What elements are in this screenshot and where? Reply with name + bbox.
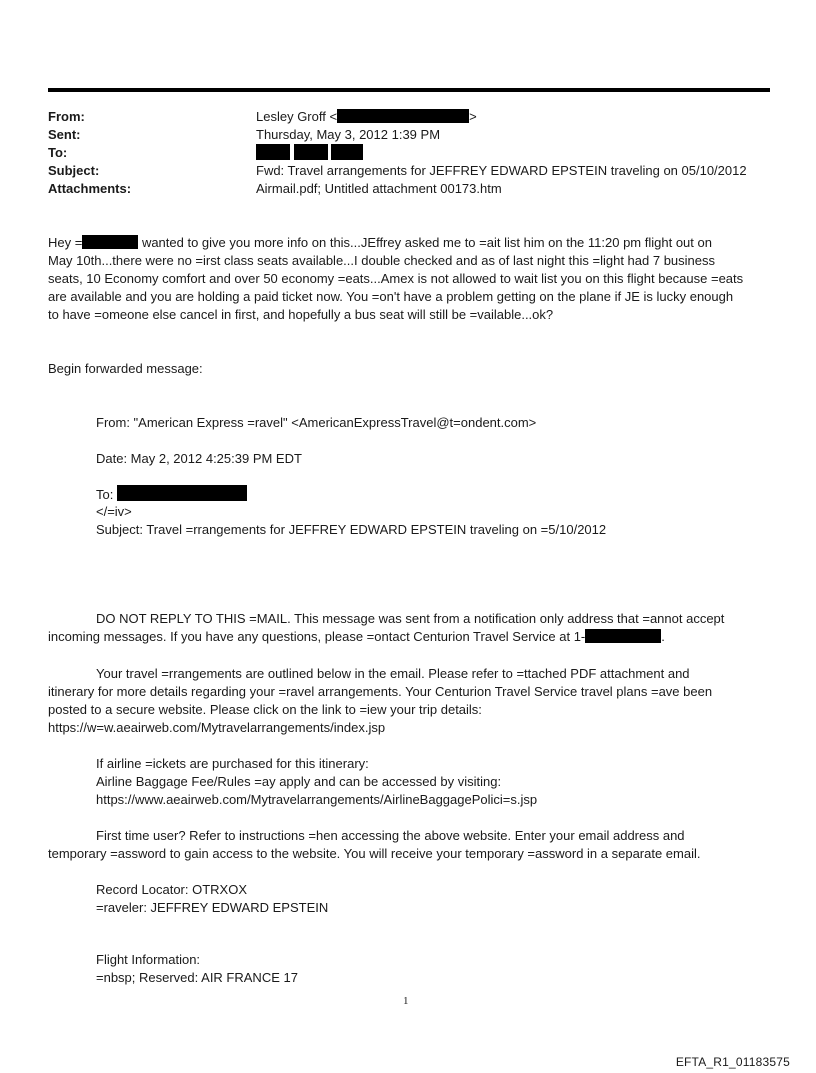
attachments-label: Attachments: <box>48 181 132 196</box>
body-line-2: May 10th...there were no =irst class seats available...I double checked and as of last night this =light had 7 business <box>48 253 715 268</box>
baggage-line-1: If airline =ickets are purchased for this itinerary: <box>96 756 369 771</box>
sent-row <box>48 126 770 144</box>
to-value <box>256 144 363 163</box>
arrangements-link[interactable]: https://w=w.aeairweb.com/Mytravelarrangements/index.jsp <box>48 720 386 735</box>
fwd-from-line: From: "American Express =ravel" <AmericanExpressTravel@t=ondent.com> <box>96 415 537 430</box>
subject-row <box>48 162 770 180</box>
to-row <box>48 144 770 162</box>
to-label: To: <box>48 145 68 160</box>
bates-number: EFTA_R1_01183575 <box>675 1055 790 1069</box>
redaction-box <box>82 235 138 249</box>
from-value: Lesley Groff < > <box>256 109 477 124</box>
from-label: From: <box>48 109 85 124</box>
subject-value: Fwd: Travel arrangements for JEFFREY EDWARD EPSTEIN traveling on 05/10/2012 <box>256 163 747 178</box>
baggage-line-2: Airline Baggage Fee/Rules =ay apply and can be accessed by visiting: <box>96 774 502 789</box>
from-row <box>48 108 770 126</box>
traveler-line: =raveler: JEFFREY EDWARD EPSTEIN <box>96 900 329 915</box>
redaction-box <box>294 144 328 160</box>
attachments-value: Airmail.pdf; Untitled attachment 00173.htm <box>256 181 502 196</box>
arrangements-line-3: posted to a secure website. Please click on the link to =iew your trip details: <box>48 702 482 717</box>
notice-line-2: incoming messages. If you have any questions, please =ontact Centurion Travel Service at 1- . <box>48 629 665 644</box>
redaction-box <box>331 144 363 160</box>
first-time-line-2: temporary =assword to gain access to the website. You will receive your temporary =assword in a separate email. <box>48 846 701 861</box>
attachments-row <box>48 180 770 198</box>
redaction-box <box>117 485 247 501</box>
subject-label: Subject: <box>48 163 100 178</box>
body-line-4: are available and you are holding a paid ticket now. You =on't have a problem getting on the plane if JE is lucky enough <box>48 289 734 304</box>
begin-forwarded: Begin forwarded message: <box>48 361 203 376</box>
reserved-flight: =nbsp; Reserved: AIR FRANCE 17 <box>96 970 298 985</box>
redaction-box <box>585 629 661 643</box>
fwd-div-close: </=iv> <box>96 504 132 519</box>
header-divider <box>48 88 770 92</box>
baggage-link[interactable]: https://www.aeairweb.com/Mytravelarrangements/AirlineBaggagePolici=s.jsp <box>96 792 538 807</box>
fwd-to-line: To: <box>96 485 247 504</box>
body-line-5: to have =omeone else cancel in first, and hopefully a bus seat will still be =vailable...ok? <box>48 307 554 322</box>
notice-line-1: DO NOT REPLY TO THIS =MAIL. This message was sent from a notification only address that =annot accept <box>96 611 725 626</box>
record-locator: Record Locator: OTRXOX <box>96 882 247 897</box>
sent-value: Thursday, May 3, 2012 1:39 PM <box>256 127 441 142</box>
redaction-box <box>256 144 290 160</box>
fwd-date-line: Date: May 2, 2012 4:25:39 PM EDT <box>96 451 302 466</box>
sent-label: Sent: <box>48 127 81 142</box>
redaction-box <box>337 109 469 123</box>
page-number: 1 <box>403 995 409 1007</box>
body-line-3: seats, 10 Economy comfort and over 50 economy =eats...Amex is not allowed to wait list you on this flight because =eats <box>48 271 744 286</box>
arrangements-line-2: itinerary for more details regarding your =ravel arrangements. Your Centurion Travel Service travel plans =ave been <box>48 684 713 699</box>
first-time-line-1: First time user? Refer to instructions =hen accessing the above website. Enter your email address and <box>96 828 685 843</box>
body-line-1: Hey = wanted to give you more info on this...JEffrey asked me to =ait list him on the 11:20 pm flight out on <box>48 235 712 250</box>
arrangements-line-1: Your travel =rrangements are outlined below in the email. Please refer to =ttached PDF attachment and <box>96 666 690 681</box>
fwd-subject-line: Subject: Travel =rrangements for JEFFREY EDWARD EPSTEIN traveling on =5/10/2012 <box>96 522 607 537</box>
flight-info-heading: Flight Information: <box>96 952 201 967</box>
